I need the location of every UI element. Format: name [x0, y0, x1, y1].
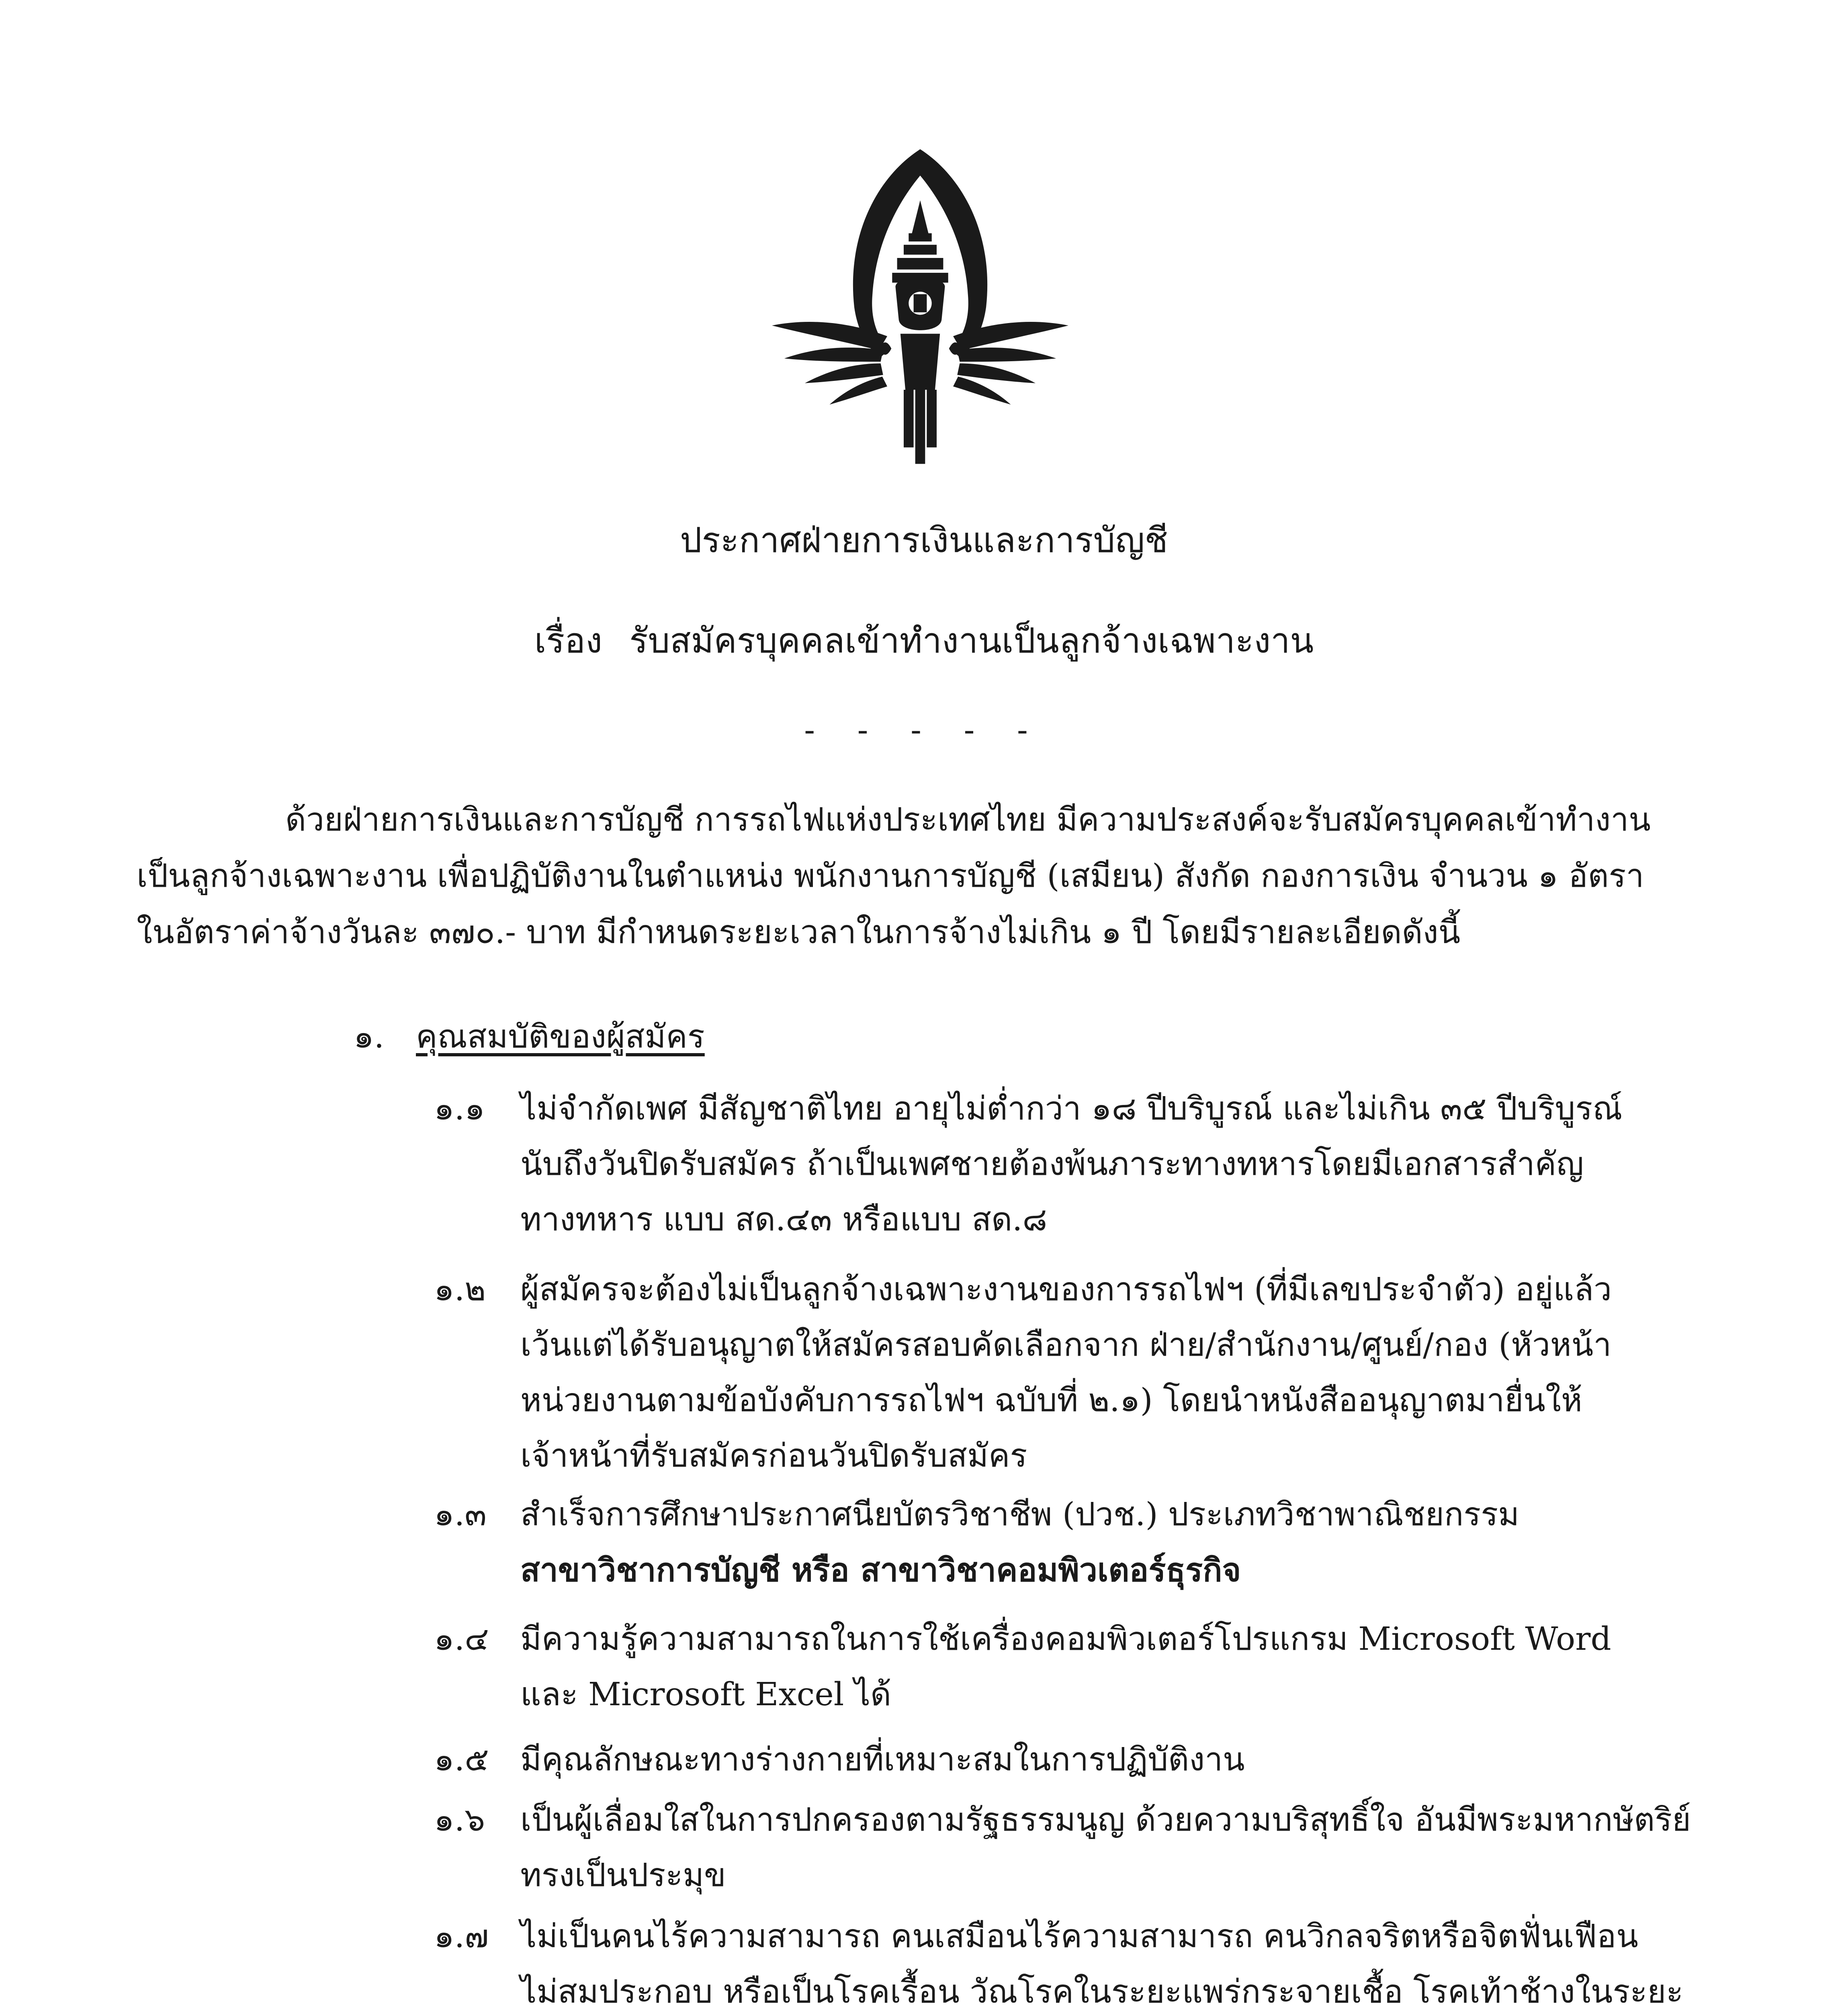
- item-text: ไม่จำกัดเพศ มีสัญชาติไทย อายุไม่ต่ำกว่า ๑๘ ปีบริบูรณ์ และไม่เกิน ๓๕ ปีบริบูรณ์: [520, 1090, 1623, 1127]
- item-text: มีความรู้ความสามารถในการใช้เครื่องคอมพิวเตอร์โปรแกรม Microsoft Word: [520, 1620, 1611, 1657]
- intro-line-2: เป็นลูกจ้างเฉพาะงาน เพื่อปฏิบัติงานในตำแหน่ง พนักงานการบัญชี (เสมียน) สังกัด กองการเงิน จำนวน ๑ อัตรา: [137, 857, 1644, 894]
- item-number: ๑.๒: [434, 1270, 486, 1308]
- intro-line-1: ด้วยฝ่ายการเงินและการบัญชี การรถไฟแห่งประเทศไทย มีความประสงค์จะรับสมัครบุคคลเข้าทำงาน: [285, 801, 1651, 838]
- item-number: ๑.๕: [434, 1741, 489, 1778]
- subject-text: รับสมัครบุคคลเข้าทำงานเป็นลูกจ้างเฉพาะงาน: [629, 621, 1314, 661]
- subject-label: เรื่อง: [534, 621, 602, 661]
- item-number: ๑.๓: [434, 1495, 487, 1533]
- item-text: เว้นแต่ได้รับอนุญาตให้สมัครสอบคัดเลือกจาก ฝ่าย/สำนักงาน/ศูนย์/กอง (หัวหน้า: [520, 1326, 1612, 1363]
- section-title: คุณสมบัติของผู้สมัคร: [416, 1018, 705, 1055]
- item-text: เป็นผู้เลื่อมใสในการปกครองตามรัฐธรรมนูญ ด้วยความบริสุทธิ์ใจ อันมีพระมหากษัตริย์: [520, 1801, 1691, 1838]
- item-text: ผู้สมัครจะต้องไม่เป็นลูกจ้างเฉพาะงานของการรถไฟฯ (ที่มีเลขประจำตัว) อยู่แล้ว: [520, 1270, 1612, 1308]
- section-heading: [354, 1013, 705, 1061]
- item-text: นับถึงวันปิดรับสมัคร ถ้าเป็นเพศชายต้องพ้นภาระทางทหารโดยมีเอกสารสำคัญ: [520, 1145, 1584, 1182]
- item-text: และ Microsoft Excel ได้: [520, 1676, 891, 1713]
- title-divider: - - - - -: [804, 711, 1044, 749]
- item-text: ทางทหาร แบบ สด.๔๓ หรือแบบ สด.๘: [520, 1201, 1048, 1238]
- item-text: เจ้าหน้าที่รับสมัครก่อนวันปิดรับสมัคร: [520, 1437, 1027, 1474]
- item-text: หน่วยงานตามข้อบังคับการรถไฟฯ ฉบับที่ ๒.๑) โดยนำหนังสืออนุญาตมายื่นให้: [520, 1381, 1582, 1419]
- item-text: มีคุณลักษณะทางร่างกายที่เหมาะสมในการปฏิบัติงาน: [520, 1741, 1245, 1778]
- item-text: ทรงเป็นประมุข: [520, 1856, 726, 1894]
- item-number: ๑.๖: [434, 1801, 485, 1838]
- announcement-title: ประกาศฝ่ายการเงินและการบัญชี: [680, 520, 1168, 561]
- section-number: ๑.: [354, 1018, 385, 1055]
- intro-line-3: ในอัตราค่าจ้างวันละ ๓๗๐.- บาท มีกำหนดระยะเวลาในการจ้างไม่เกิน ๑ ปี โดยมีรายละเอียดดังนี้: [137, 913, 1461, 951]
- announcement-subject: [0, 619, 1848, 663]
- item-text: ไม่สมประกอบ หรือเป็นโรคเรื้อน วัณโรคในระยะแพร่กระจายเชื้อ โรคเท้าช้างในระยะ: [520, 1973, 1684, 2009]
- state-railway-of-thailand-emblem-icon: [755, 143, 1085, 472]
- item-text-bold: สาขาวิชาการบัญชี หรือ สาขาวิชาคอมพิวเตอร์ธุรกิจ: [520, 1551, 1241, 1589]
- item-text: สำเร็จการศึกษาประกาศนียบัตรวิชาชีพ (ปวช.) ประเภทวิชาพาณิชยกรรม: [520, 1495, 1519, 1533]
- item-number: ๑.๔: [434, 1620, 489, 1657]
- item-number: ๑.๑: [434, 1090, 485, 1127]
- item-number: ๑.๗: [434, 1917, 489, 1955]
- item-text: ไม่เป็นคนไร้ความสามารถ คนเสมือนไร้ความสามารถ คนวิกลจริตหรือจิตฟั่นเฟือน: [520, 1917, 1638, 1955]
